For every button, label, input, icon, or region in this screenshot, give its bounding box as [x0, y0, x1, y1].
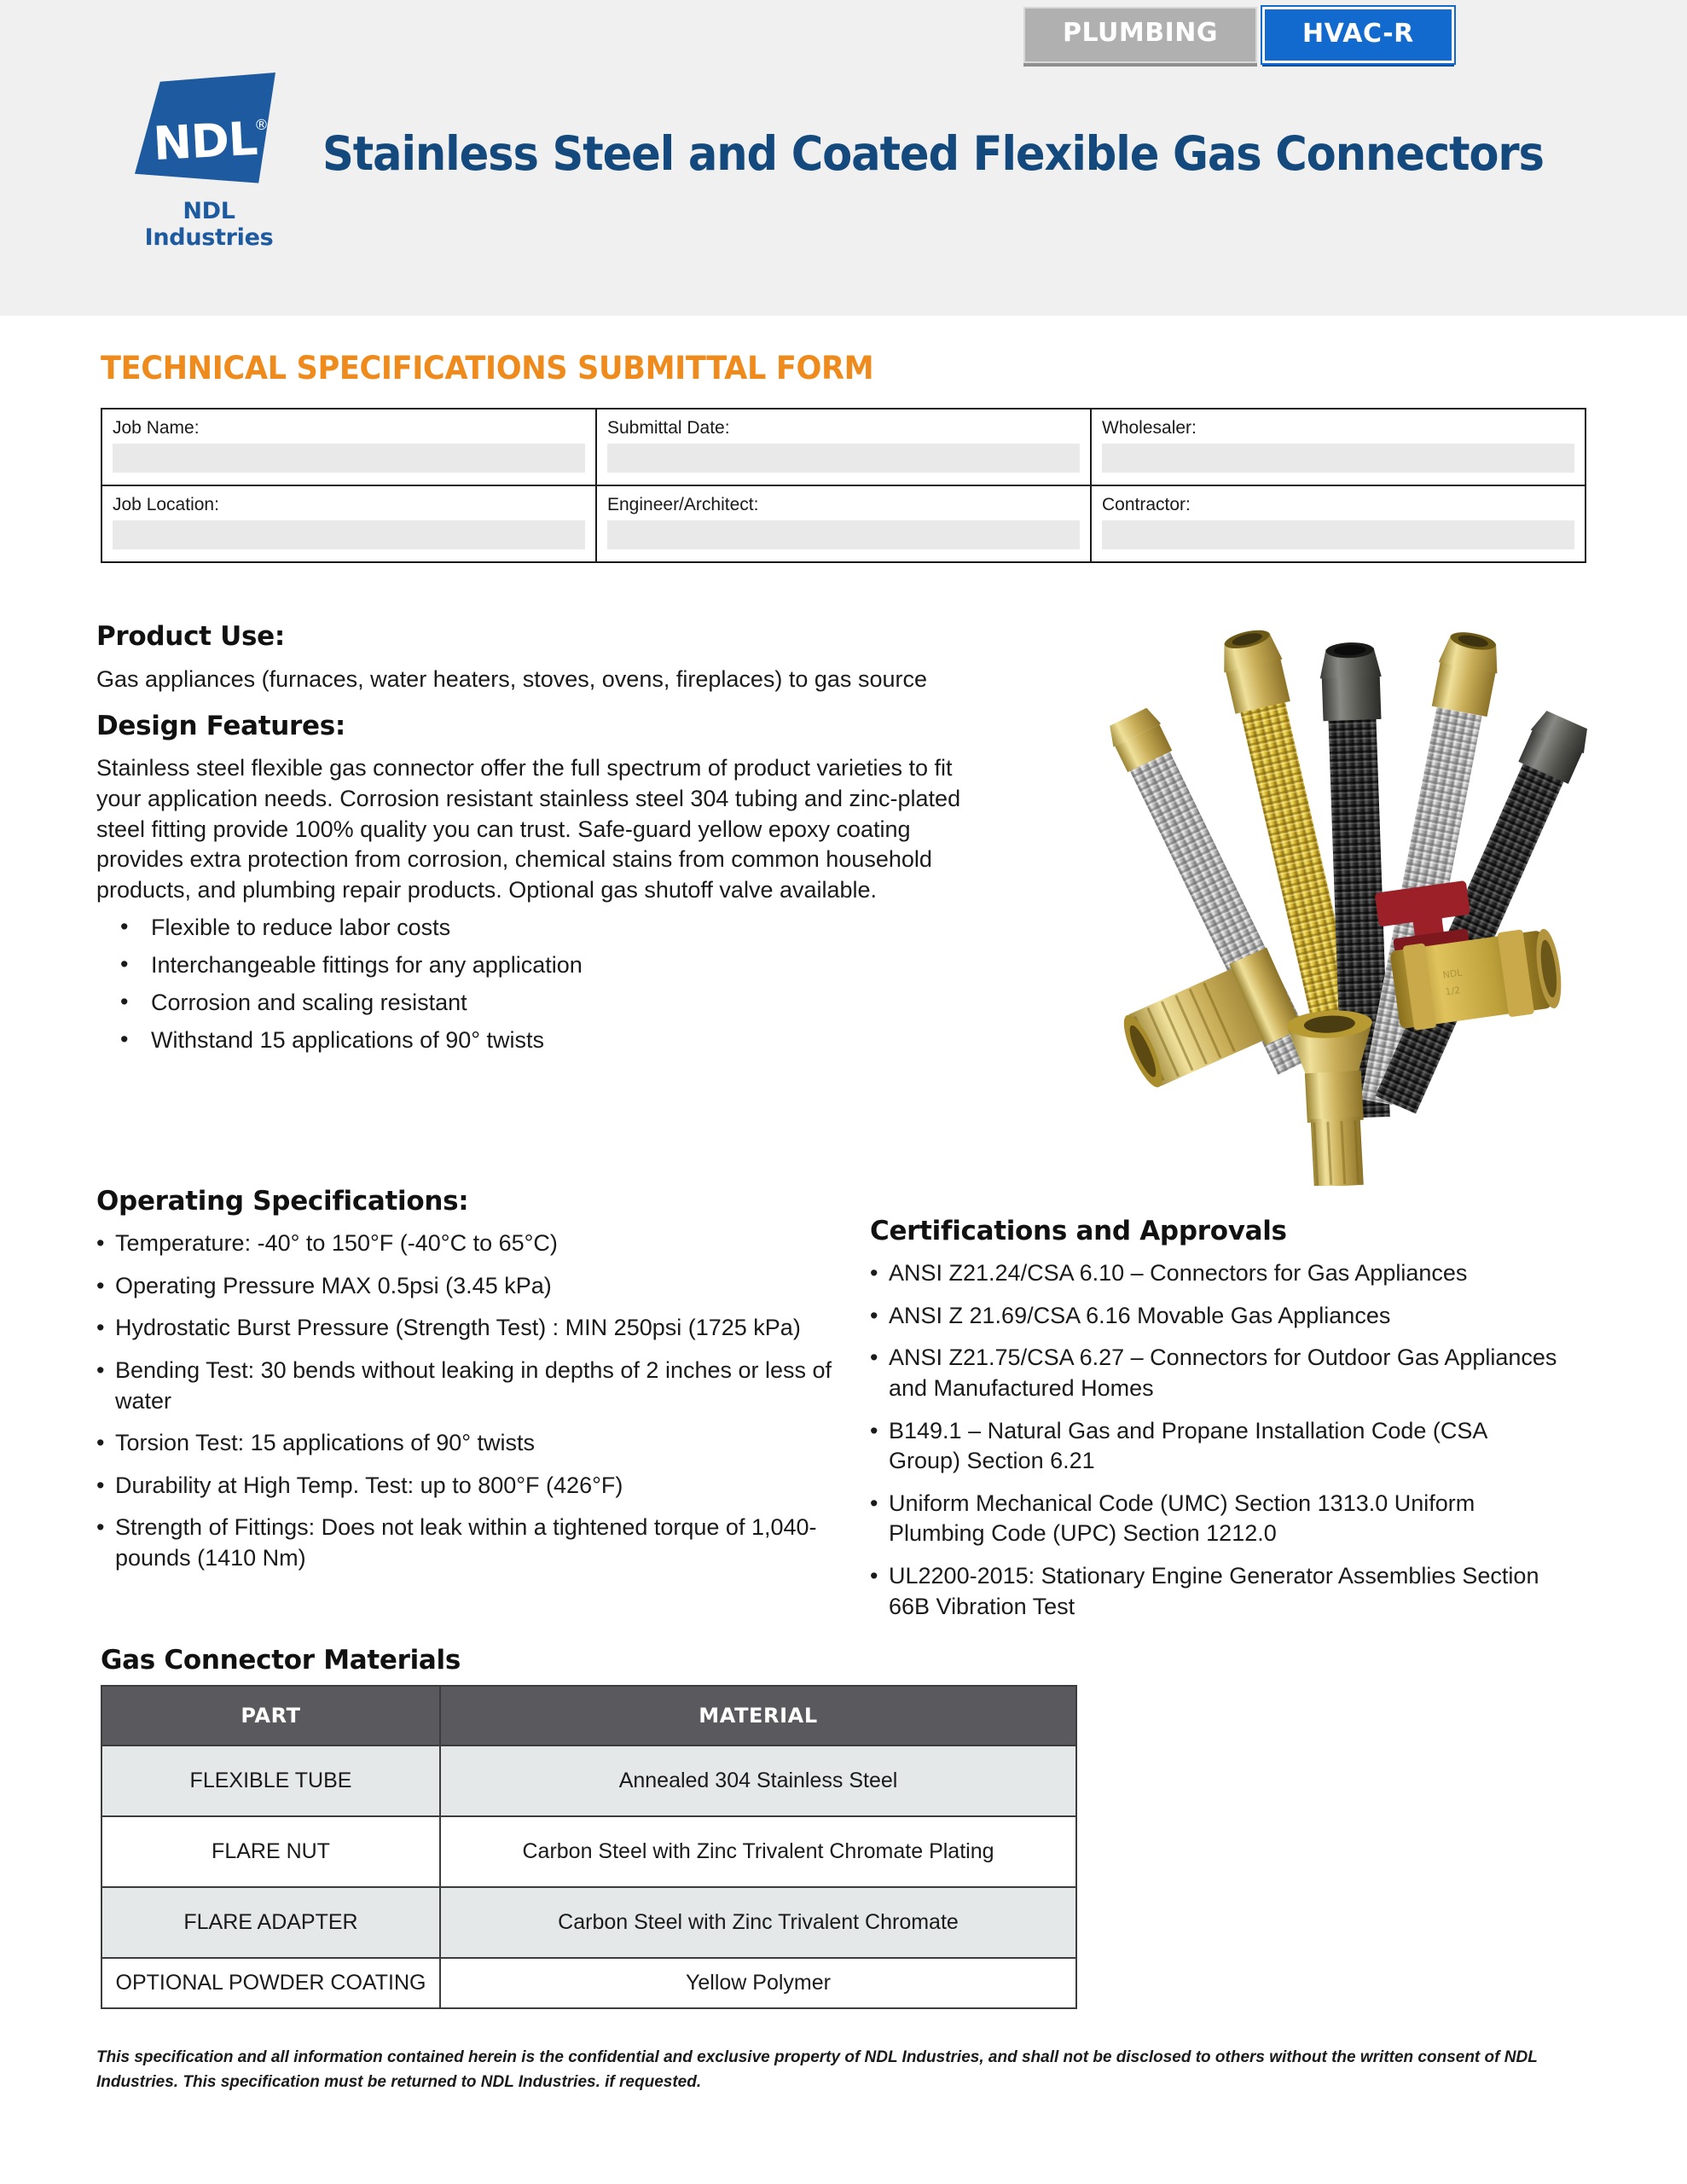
- input-engineer-architect[interactable]: [607, 520, 1080, 549]
- heading-operating-specifications: Operating Specifications:: [96, 1186, 469, 1217]
- list-item: • Operating Pressure MAX 0.5psi (3.45 kPa): [96, 1271, 847, 1302]
- list-item: • Strength of Fittings: Does not leak within a tightened torque of 1,040-pounds (1410 Nm): [96, 1513, 847, 1573]
- cell-part: FLARE ADAPTER: [101, 1887, 440, 1958]
- input-contractor[interactable]: [1102, 520, 1574, 549]
- section-title-submittal: TECHNICAL SPECIFICATIONS SUBMITTAL FORM: [101, 350, 874, 386]
- ndl-logo-mark: [135, 73, 275, 188]
- cell-part: FLEXIBLE TUBE: [101, 1745, 440, 1816]
- gas-connector-materials-table: [101, 1685, 1077, 2009]
- list-item: • Durability at High Temp. Test: up to 800°F (426°F): [96, 1471, 847, 1502]
- list-item: • B149.1 – Natural Gas and Propane Installation Code (CSA Group) Section 6.21: [870, 1416, 1561, 1477]
- logo-ndl-text: NDL: [152, 111, 258, 171]
- table-row: [101, 1745, 1076, 1816]
- svg-text:NDL: NDL: [1441, 967, 1464, 981]
- certifications-section: [870, 1216, 1561, 1634]
- input-submittal-date[interactable]: [607, 444, 1080, 473]
- list-item: • Torsion Test: 15 applications of 90° twists: [96, 1428, 847, 1459]
- cell-part: OPTIONAL POWDER COATING: [101, 1958, 440, 2008]
- form-cell-submittal-date: [596, 409, 1091, 485]
- cell-material: Carbon Steel with Zinc Trivalent Chromate Plating: [440, 1816, 1076, 1887]
- column-header-part: PART: [101, 1686, 440, 1745]
- svg-text:1/2: 1/2: [1444, 985, 1462, 998]
- form-cell-contractor: [1091, 485, 1586, 562]
- table-row: [101, 485, 1586, 562]
- list-item: • ANSI Z21.75/CSA 6.27 – Connectors for Outdoor Gas Appliances and Manufactured Homes: [870, 1343, 1561, 1403]
- label-job-name: Job Name:: [113, 418, 200, 438]
- registered-trademark-icon: ®: [254, 117, 269, 134]
- certifications-list: [870, 1258, 1561, 1622]
- tab-hvac-r-label: HVAC-R: [1302, 19, 1414, 49]
- page-title: Stainless Steel and Coated Flexible Gas Connectors: [322, 126, 1544, 181]
- form-cell-job-name: [101, 409, 596, 485]
- heading-gas-connector-materials: Gas Connector Materials: [101, 1645, 461, 1676]
- input-job-name[interactable]: [113, 444, 585, 473]
- heading-design-features: Design Features:: [96, 710, 346, 741]
- label-job-location: Job Location:: [113, 495, 219, 514]
- table-row: [101, 1816, 1076, 1887]
- logo-company-caption: NDL Industries: [144, 198, 274, 251]
- label-engineer-architect: Engineer/Architect:: [607, 495, 759, 514]
- tab-plumbing-label: PLUMBING: [1063, 18, 1219, 48]
- product-photo-gas-connectors: [1085, 597, 1597, 1186]
- list-item: • UL2200-2015: Stationary Engine Generator Assemblies Section 66B Vibration Test: [870, 1561, 1561, 1622]
- operating-specifications-list: [96, 1228, 847, 1574]
- label-wholesaler: Wholesaler:: [1102, 418, 1197, 438]
- list-item: • Bending Test: 30 bends without leaking in depths of 2 inches or less of water: [96, 1356, 847, 1416]
- input-wholesaler[interactable]: [1102, 444, 1574, 473]
- list-item: • ANSI Z21.24/CSA 6.10 – Connectors for Gas Appliances: [870, 1258, 1561, 1289]
- submittal-form-table: [101, 408, 1586, 563]
- table-row: [101, 409, 1586, 485]
- list-item: • Hydrostatic Burst Pressure (Strength Test) : MIN 250psi (1725 kPa): [96, 1313, 847, 1344]
- footer-disclaimer: This specification and all information contained herein is the confidential and exclusive property of NDL Industries, and shall not be disclosed to others without the written consent of NDL Industries. This specification must be returned to NDL Industries. if requested.: [96, 2048, 1538, 2091]
- table-row: [101, 1958, 1076, 2008]
- operating-specifications-section: [96, 1186, 847, 1586]
- label-contractor: Contractor:: [1102, 495, 1191, 514]
- product-description-column: [96, 621, 975, 1066]
- text-design-features: Stainless steel flexible gas connector offer the full spectrum of product varieties to fit your application needs. Corrosion resistant stainless steel 304 tubing and zinc-plated steel fitting provide 100% quality you can trust. Safe-guard yellow epoxy coating provides extra protection from corrosion, chemical stains from common household products, and plumbing repair products. Optional gas shutoff valve available.: [96, 754, 961, 903]
- list-item: • Corrosion and scaling resistant: [151, 991, 975, 1014]
- design-features-bullet-list: [96, 916, 975, 1052]
- heading-certifications: Certifications and Approvals: [870, 1216, 1287, 1246]
- cell-material: Carbon Steel with Zinc Trivalent Chromate: [440, 1887, 1076, 1958]
- cell-part: FLARE NUT: [101, 1816, 440, 1887]
- column-header-material: MATERIAL: [440, 1686, 1076, 1745]
- product-category-tabs: [1023, 7, 1454, 63]
- list-item: • Interchangeable fittings for any application: [151, 954, 975, 977]
- list-item: • Temperature: -40° to 150°F (-40°C to 65°C): [96, 1228, 847, 1259]
- form-cell-wholesaler: [1091, 409, 1586, 485]
- table-row: [101, 1887, 1076, 1958]
- ndl-logo: [119, 73, 299, 252]
- text-product-use: Gas appliances (furnaces, water heaters, stoves, ovens, fireplaces) to gas source: [96, 666, 927, 692]
- tab-plumbing[interactable]: [1023, 7, 1257, 63]
- list-item: • Withstand 15 applications of 90° twists: [151, 1029, 975, 1052]
- label-submittal-date: Submittal Date:: [607, 418, 730, 438]
- tab-hvac-r[interactable]: [1262, 7, 1454, 63]
- list-item: • Flexible to reduce labor costs: [151, 916, 975, 939]
- form-cell-engineer-architect: [596, 485, 1091, 562]
- input-job-location[interactable]: [113, 520, 585, 549]
- form-cell-job-location: [101, 485, 596, 562]
- heading-product-use: Product Use:: [96, 621, 285, 652]
- cell-material: Yellow Polymer: [440, 1958, 1076, 2008]
- table-header-row: [101, 1686, 1076, 1745]
- cell-material: Annealed 304 Stainless Steel: [440, 1745, 1076, 1816]
- list-item: • Uniform Mechanical Code (UMC) Section 1313.0 Uniform Plumbing Code (UPC) Section 1212.0: [870, 1489, 1561, 1549]
- list-item: • ANSI Z 21.69/CSA 6.16 Movable Gas Appliances: [870, 1301, 1561, 1332]
